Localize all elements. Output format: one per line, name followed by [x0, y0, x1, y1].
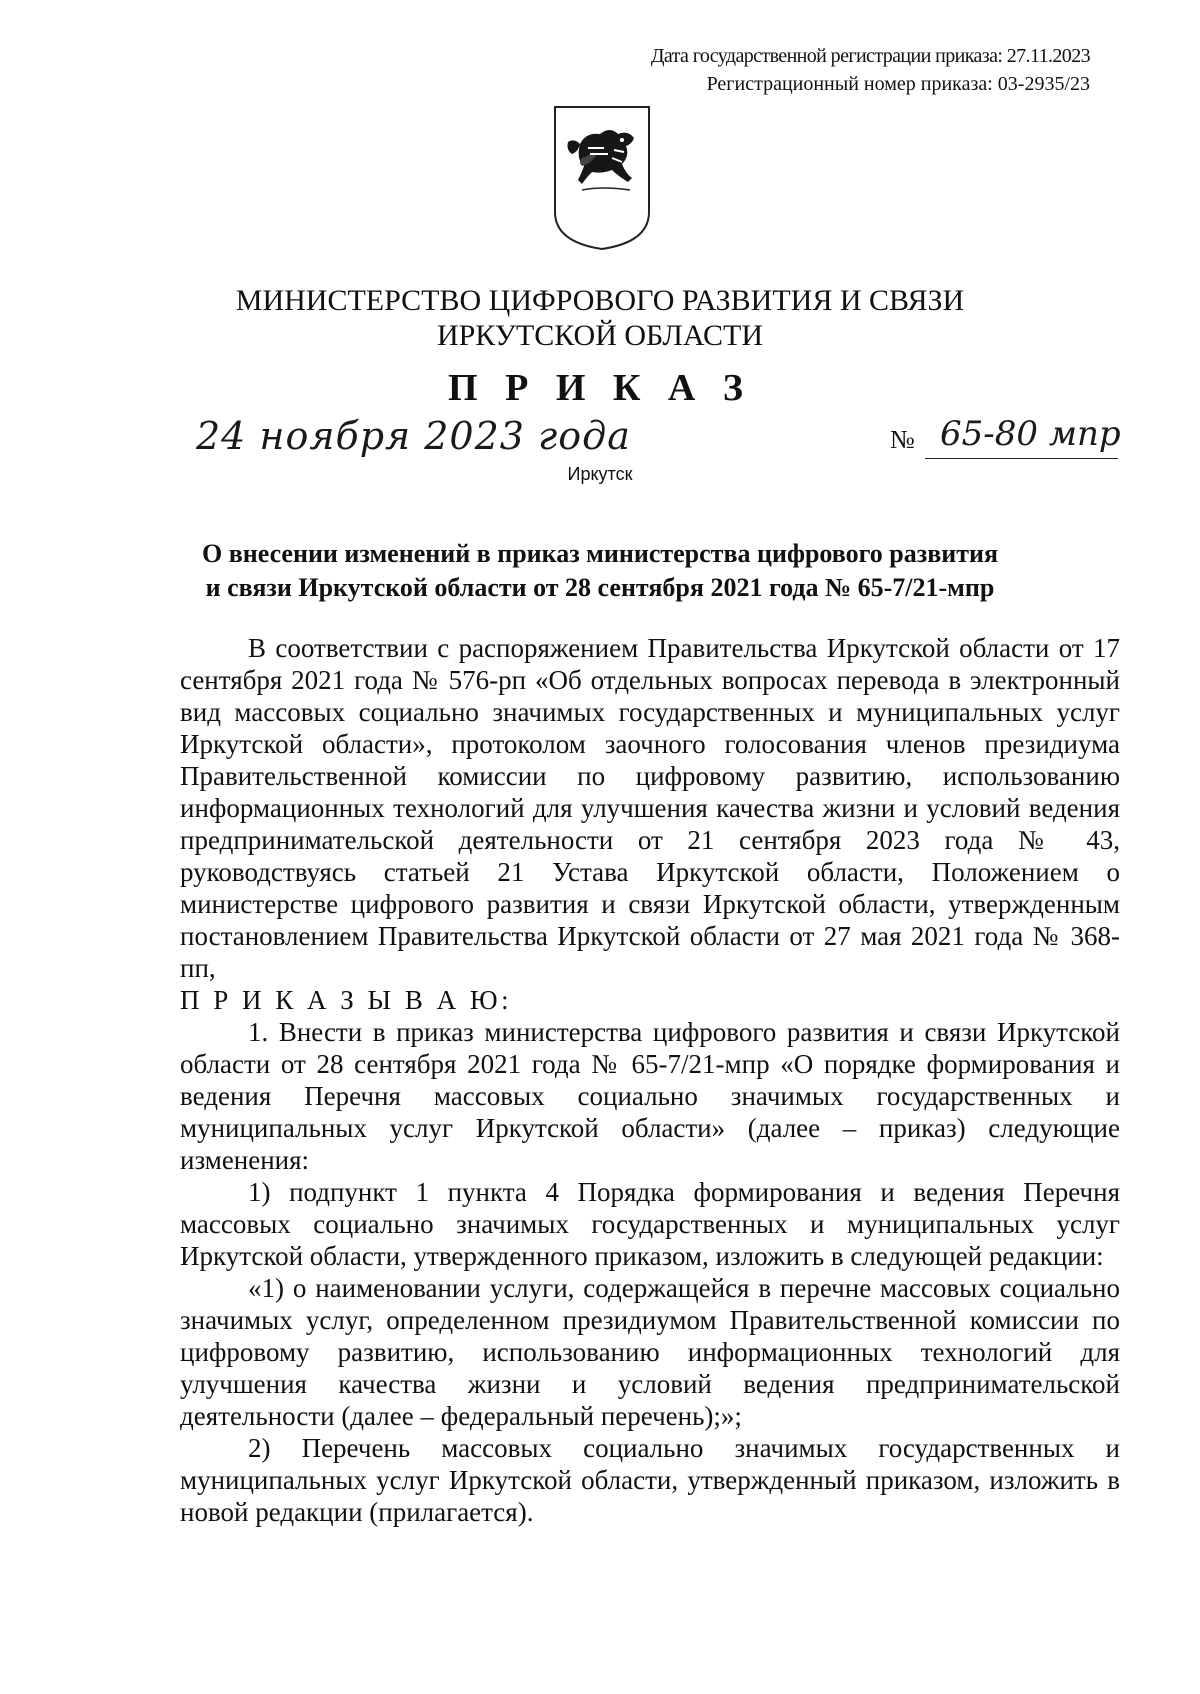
subject-line2: и связи Иркутской области от 28 сентября 2021 года № 65-7/21-мпр — [205, 573, 995, 602]
quoted-paragraph: «1) о наименовании услуги, содержащейся в перечне массовых социально значимых услуг, определенном президиумом Правительственной комиссии по цифровому развитию, использованию информационных технологий для улучшения качества жизни и условий ведения предпринимательской деятельности (далее – федеральный перечень);»; — [180, 1273, 1120, 1431]
item-1-paragraph: 1. Внести в приказ министерства цифрового развития и связи Иркутской области от 28 сентября 2021 года № 65-7/21-мпр «О порядке формирования и ведения Перечня массовых социально значимых государственных и муниципальных услуг Иркутской области» (далее – приказ) следующие изменения: — [180, 1017, 1120, 1175]
city: Иркутск — [567, 464, 633, 484]
number-underline — [925, 458, 1118, 459]
document-title: П Р И К А З — [448, 367, 752, 409]
coat-of-arms-icon — [552, 104, 652, 252]
registration-number: Регистрационный номер приказа: 03-2935/23 — [706, 73, 1090, 95]
handwritten-date: 24 ноября 2023 года — [196, 414, 631, 458]
handwritten-number: 65-80 мпр — [940, 414, 1121, 454]
preamble-paragraph: В соответствии с распоряжением Правительства Иркутской области от 17 сентября 2021 года № 576-рп «Об отдельных вопросах перевода в электронный вид массовых социально значимых государственных и муниципальных услуг Иркутской области», протоколом заочного голосования членов президиума Правительственной комиссии по цифровому развитию, использованию информационных технологий для улучшения качества жизни и условий ведения предпринимательской деятельности от 21 сентября 2023 года № 43, руководствуясь статьей 21 Устава Иркутской области, Положением о министерстве цифрового развития и связи Иркутской области, утвержденным постановлением Правительства Иркутской области от 27 мая 2021 года № 368-пп, — [180, 633, 1120, 983]
order-word: П Р И К А З Ы В А Ю: — [180, 985, 513, 1015]
item-1-1-paragraph: 1) подпункт 1 пункта 4 Порядка формирования и ведения Перечня массовых социально значимых государственных и муниципальных услуг Иркутской области, утвержденного приказом, изложить в следующей редакции: — [180, 1177, 1120, 1271]
registration-date: Дата государственной регистрации приказа: 27.11.2023 — [650, 45, 1090, 67]
number-label: № — [890, 425, 915, 454]
ministry-name-line2: ИРКУТСКОЙ ОБЛАСТИ — [436, 319, 764, 352]
item-1-2-paragraph: 2) Перечень массовых социально значимых государственных и муниципальных услуг Иркутской области, утвержденный приказом, изложить в новой редакции (прилагается). — [180, 1433, 1120, 1527]
document-body — [180, 632, 1120, 1528]
subject-line1: О внесении изменений в приказ министерства цифрового развития — [201, 539, 999, 568]
ministry-name-line1: МИНИСТЕРСТВО ЦИФРОВОГО РАЗВИТИЯ И СВЯЗИ — [235, 284, 965, 317]
